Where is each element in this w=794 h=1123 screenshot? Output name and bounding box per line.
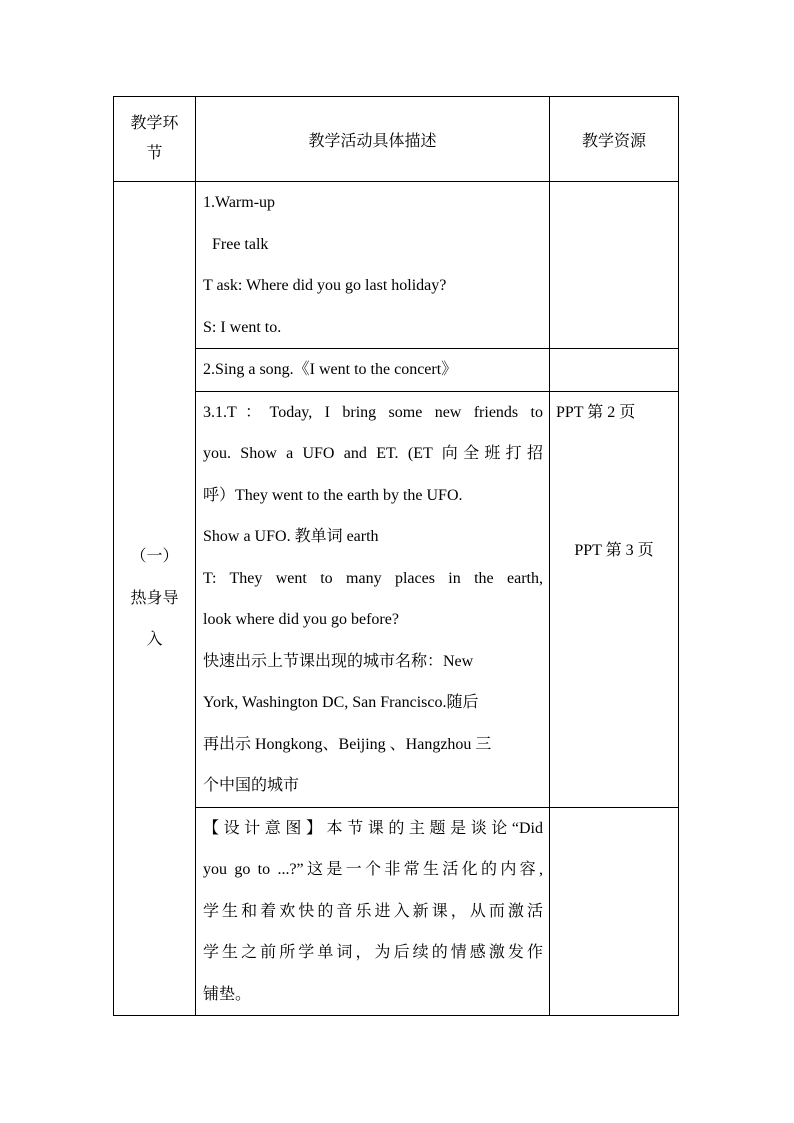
activity-line: 铺垫。 — [203, 985, 252, 1003]
header-stage-line1: 教学环 — [130, 115, 179, 132]
activity-line: 快速出示上节课出现的城市名称：New — [203, 652, 474, 670]
activity-line: T: They went to many places in the earth, — [203, 569, 543, 587]
activity-line: look where did you go before? — [203, 611, 399, 628]
resource-ppt-page-3: PPT 第 3 页 — [574, 542, 654, 559]
activity-line: York, Washington DC, San Francisco.随后 — [203, 694, 479, 711]
activity-cell — [196, 391, 550, 807]
lesson-plan-table — [113, 96, 679, 1016]
activity-line: 【设计意图】本节课的主题是谈论“Did — [203, 819, 543, 837]
table-row — [114, 807, 679, 1016]
section-label-line3: 入 — [146, 631, 163, 649]
activity-cell — [196, 182, 550, 349]
activity-line: 1.Warm-up — [203, 194, 276, 211]
resource-ppt-page-2: PPT 第 2 页 — [556, 403, 636, 421]
activity-line: 再出示 Hongkong、Beijing 、Hangzhou 三 — [203, 735, 492, 753]
design-intent-cell — [196, 807, 550, 1016]
resource-cell — [550, 807, 679, 1016]
activity-line: 2.Sing a song.《I went to the concert》 — [203, 361, 458, 378]
activity-line: Show a UFO. 教单词 earth — [203, 528, 379, 545]
header-activity: 教学活动具体描述 — [196, 97, 550, 182]
section-label — [114, 182, 196, 1016]
activity-line: S: I went to. — [203, 318, 282, 336]
header-resource: 教学资源 — [550, 97, 679, 182]
activity-line: 学生之前所学单词，为后续的情感激发作 — [203, 944, 543, 961]
activity-line: 3.1.T：Today, I bring some new friends to — [203, 403, 543, 421]
activity-line: Free talk — [212, 235, 269, 253]
header-stage-line2: 节 — [146, 145, 163, 162]
activity-line: 个中国的城市 — [203, 777, 300, 794]
activity-line: 学生和着欢快的音乐进入新课，从而激活 — [203, 902, 543, 920]
activity-line: 呼）They went to the earth by the UFO. — [203, 486, 463, 504]
table-row — [114, 349, 679, 392]
header-stage — [114, 97, 196, 182]
resource-cell — [550, 349, 679, 392]
resource-cell — [550, 182, 679, 349]
section-label-line1: （一） — [130, 548, 179, 566]
activity-line: you go to ...?”这是一个非常生活化的内容, — [203, 861, 543, 878]
table-row — [114, 391, 679, 807]
section-label-line2: 热身导 — [130, 589, 179, 607]
activity-cell — [196, 349, 550, 392]
resource-cell — [550, 391, 679, 807]
header-row — [114, 97, 679, 182]
activity-line: T ask: Where did you go last holiday? — [203, 277, 447, 294]
table-row — [114, 182, 679, 349]
activity-line: you. Show a UFO and ET. (ET 向全班打招 — [203, 445, 543, 462]
